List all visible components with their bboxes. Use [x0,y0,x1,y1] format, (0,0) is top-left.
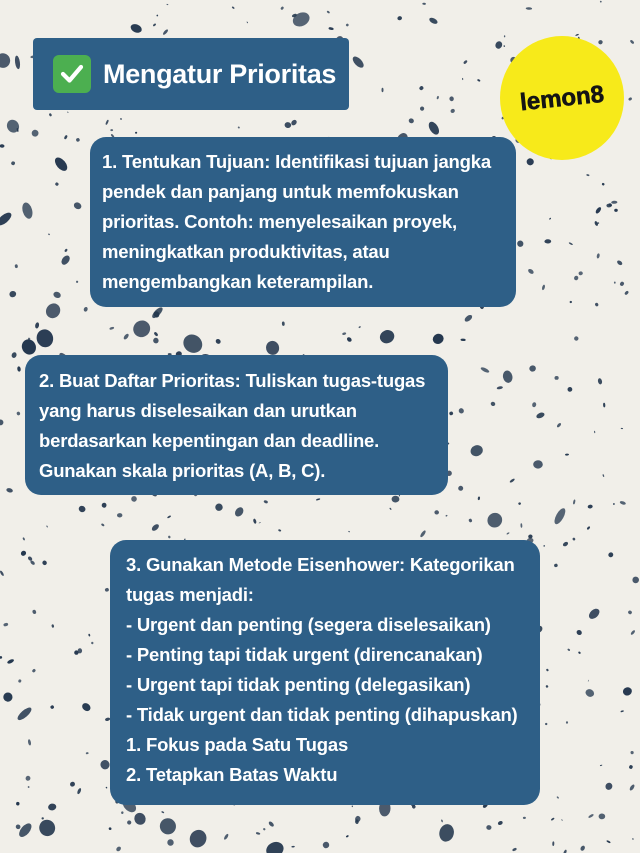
card-text-line: yang harus diselesaikan dan urutkan [39,400,357,421]
card-text-line: meningkatkan produktivitas, atau [102,241,390,262]
card-text-line: 2. Buat Daftar Prioritas: Tuliskan tugas-tugas [39,370,426,391]
lemon8-logo [500,36,624,160]
card-text-line: prioritas. Contoh: menyelesaikan proyek, [102,211,457,232]
list-item: - Urgent tapi tidak penting (delegasikan) [126,674,471,695]
card-daftar-prioritas [25,355,448,495]
title-card [33,38,349,110]
page-title: Mengatur Prioritas [103,59,337,89]
list-item: - Penting tapi tidak urgent (direncanakan) [126,644,483,665]
list-item: - Urgent dan penting (segera diselesaikan) [126,614,491,635]
card-text-line: Gunakan skala prioritas (A, B, C). [39,460,326,481]
list-item: 2. Tetapkan Batas Waktu [126,764,338,785]
logo-text: lemon8 [518,80,606,117]
card-text-line: mengembangkan keterampilan. [102,271,374,292]
card-text-line: pendek dan panjang untuk memfokuskan [102,181,459,202]
card-text-line: berdasarkan kepentingan dan deadline. [39,430,380,451]
list-item: 1. Fokus pada Satu Tugas [126,734,349,755]
card-metode-eisenhower [110,540,540,805]
card-text-line: 3. Gunakan Metode Eisenhower: Kategorikan [126,554,515,575]
check-mark-button-icon [53,55,91,93]
card-text-line: 1. Tentukan Tujuan: Identifikasi tujuan jangka [102,151,491,172]
card-tentukan-tujuan [90,137,516,307]
card-text-line: tugas menjadi: [126,584,254,605]
list-item: - Tidak urgent dan tidak penting (dihapuskan) [126,704,518,725]
